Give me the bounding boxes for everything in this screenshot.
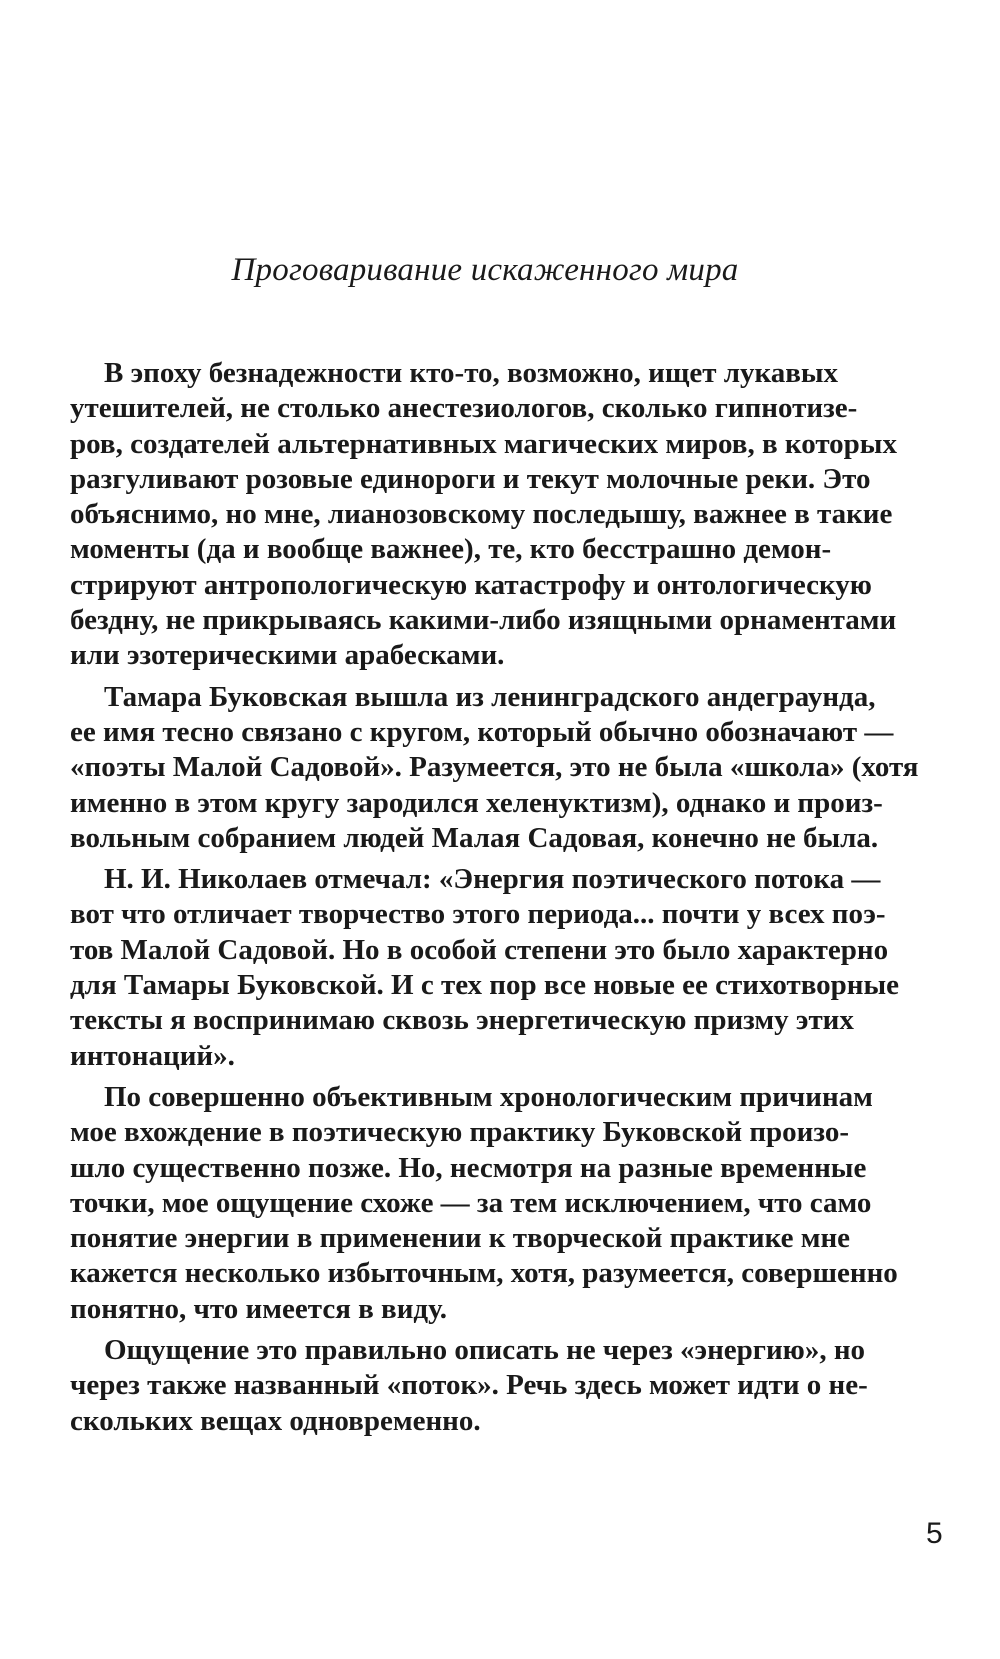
text-line: Тамара Буковская вышла из ленинградского андеграунда,: [104, 680, 876, 713]
text-line: кажется несколько избыточным, хотя, разумеется, совершенно: [70, 1257, 898, 1290]
text-line: утешителей, не столько анестезиологов, сколько гипнотизе-: [70, 392, 858, 425]
text-line: для Тамары Буковской. И с тех пор все новые ее стихотворные: [70, 969, 900, 1002]
text-line: понятие энергии в применении к творческой практике мне: [70, 1222, 851, 1255]
text-line: Ощущение это правильно описать не через «энергию», но: [104, 1334, 866, 1367]
text-line: точки, мое ощущение схоже — за тем исключением, что само: [70, 1186, 872, 1219]
text-line: Н. И. Николаев отмечал: «Энергия поэтического потока —: [104, 863, 881, 896]
paragraph: [70, 1080, 908, 1327]
text-line: стрируют антропологическую катастрофу и онтологическую: [70, 568, 872, 601]
text-line: или эзотерическими арабесками.: [70, 639, 505, 672]
text-line: ров, создателей альтернативных магических миров, в которых: [70, 427, 897, 460]
text-line: вот что отличает творчество этого периода... почти у всех поэ-: [70, 898, 886, 931]
text-line: через также названный «поток». Речь здесь может идти о не-: [70, 1369, 868, 1402]
text-line: В эпоху безнадежности кто-то, возможно, ищет лукавых: [104, 357, 839, 389]
text-line: понятно, что имеется в виду.: [70, 1292, 447, 1325]
paragraph: [70, 862, 908, 1074]
text-line: шло существенно позже. Но, несмотря на разные временные: [70, 1151, 867, 1184]
paragraph: [70, 1333, 908, 1439]
body-text: [70, 356, 919, 1439]
text-line: бездну, не прикрываясь какими-либо изящными орнаментами: [70, 604, 897, 637]
text-line: моменты (да и вообще важнее), те, кто бесстрашно демон-: [70, 533, 832, 566]
text-line: По совершенно объективным хронологическим причинам: [104, 1080, 873, 1113]
text-line: ее имя тесно связано с кругом, который обычно обозначают —: [70, 715, 894, 748]
chapter-title: Проговаривание искаженного мира: [231, 252, 739, 288]
text-line: вольным собранием людей Малая Садовая, конечно не была.: [70, 821, 879, 854]
text-line: скольких вещах одновременно.: [70, 1404, 481, 1437]
text-line: тов Малой Садовой. Но в особой степени это было характерно: [70, 933, 889, 966]
text-line: разгуливают розовые единороги и текут молочные реки. Это: [70, 462, 871, 495]
text-line: интонаций».: [70, 1039, 235, 1072]
page-number: 5: [926, 1517, 943, 1550]
text-line: тексты я воспринимаю сквозь энергетическую призму этих: [70, 1004, 854, 1037]
paragraph: [70, 356, 908, 674]
text-line: мое вхождение в поэтическую практику Буковской произо-: [70, 1116, 850, 1149]
text-line: именно в этом кругу зародился хеленуктизм), однако и произ-: [70, 786, 883, 819]
paragraph: [70, 680, 919, 856]
text-line: «поэты Малой Садовой». Разумеется, это не была «школа» (хотя: [70, 751, 919, 784]
text-line: объяснимо, но мне, лианозовскому последышу, важнее в такие: [70, 498, 893, 531]
